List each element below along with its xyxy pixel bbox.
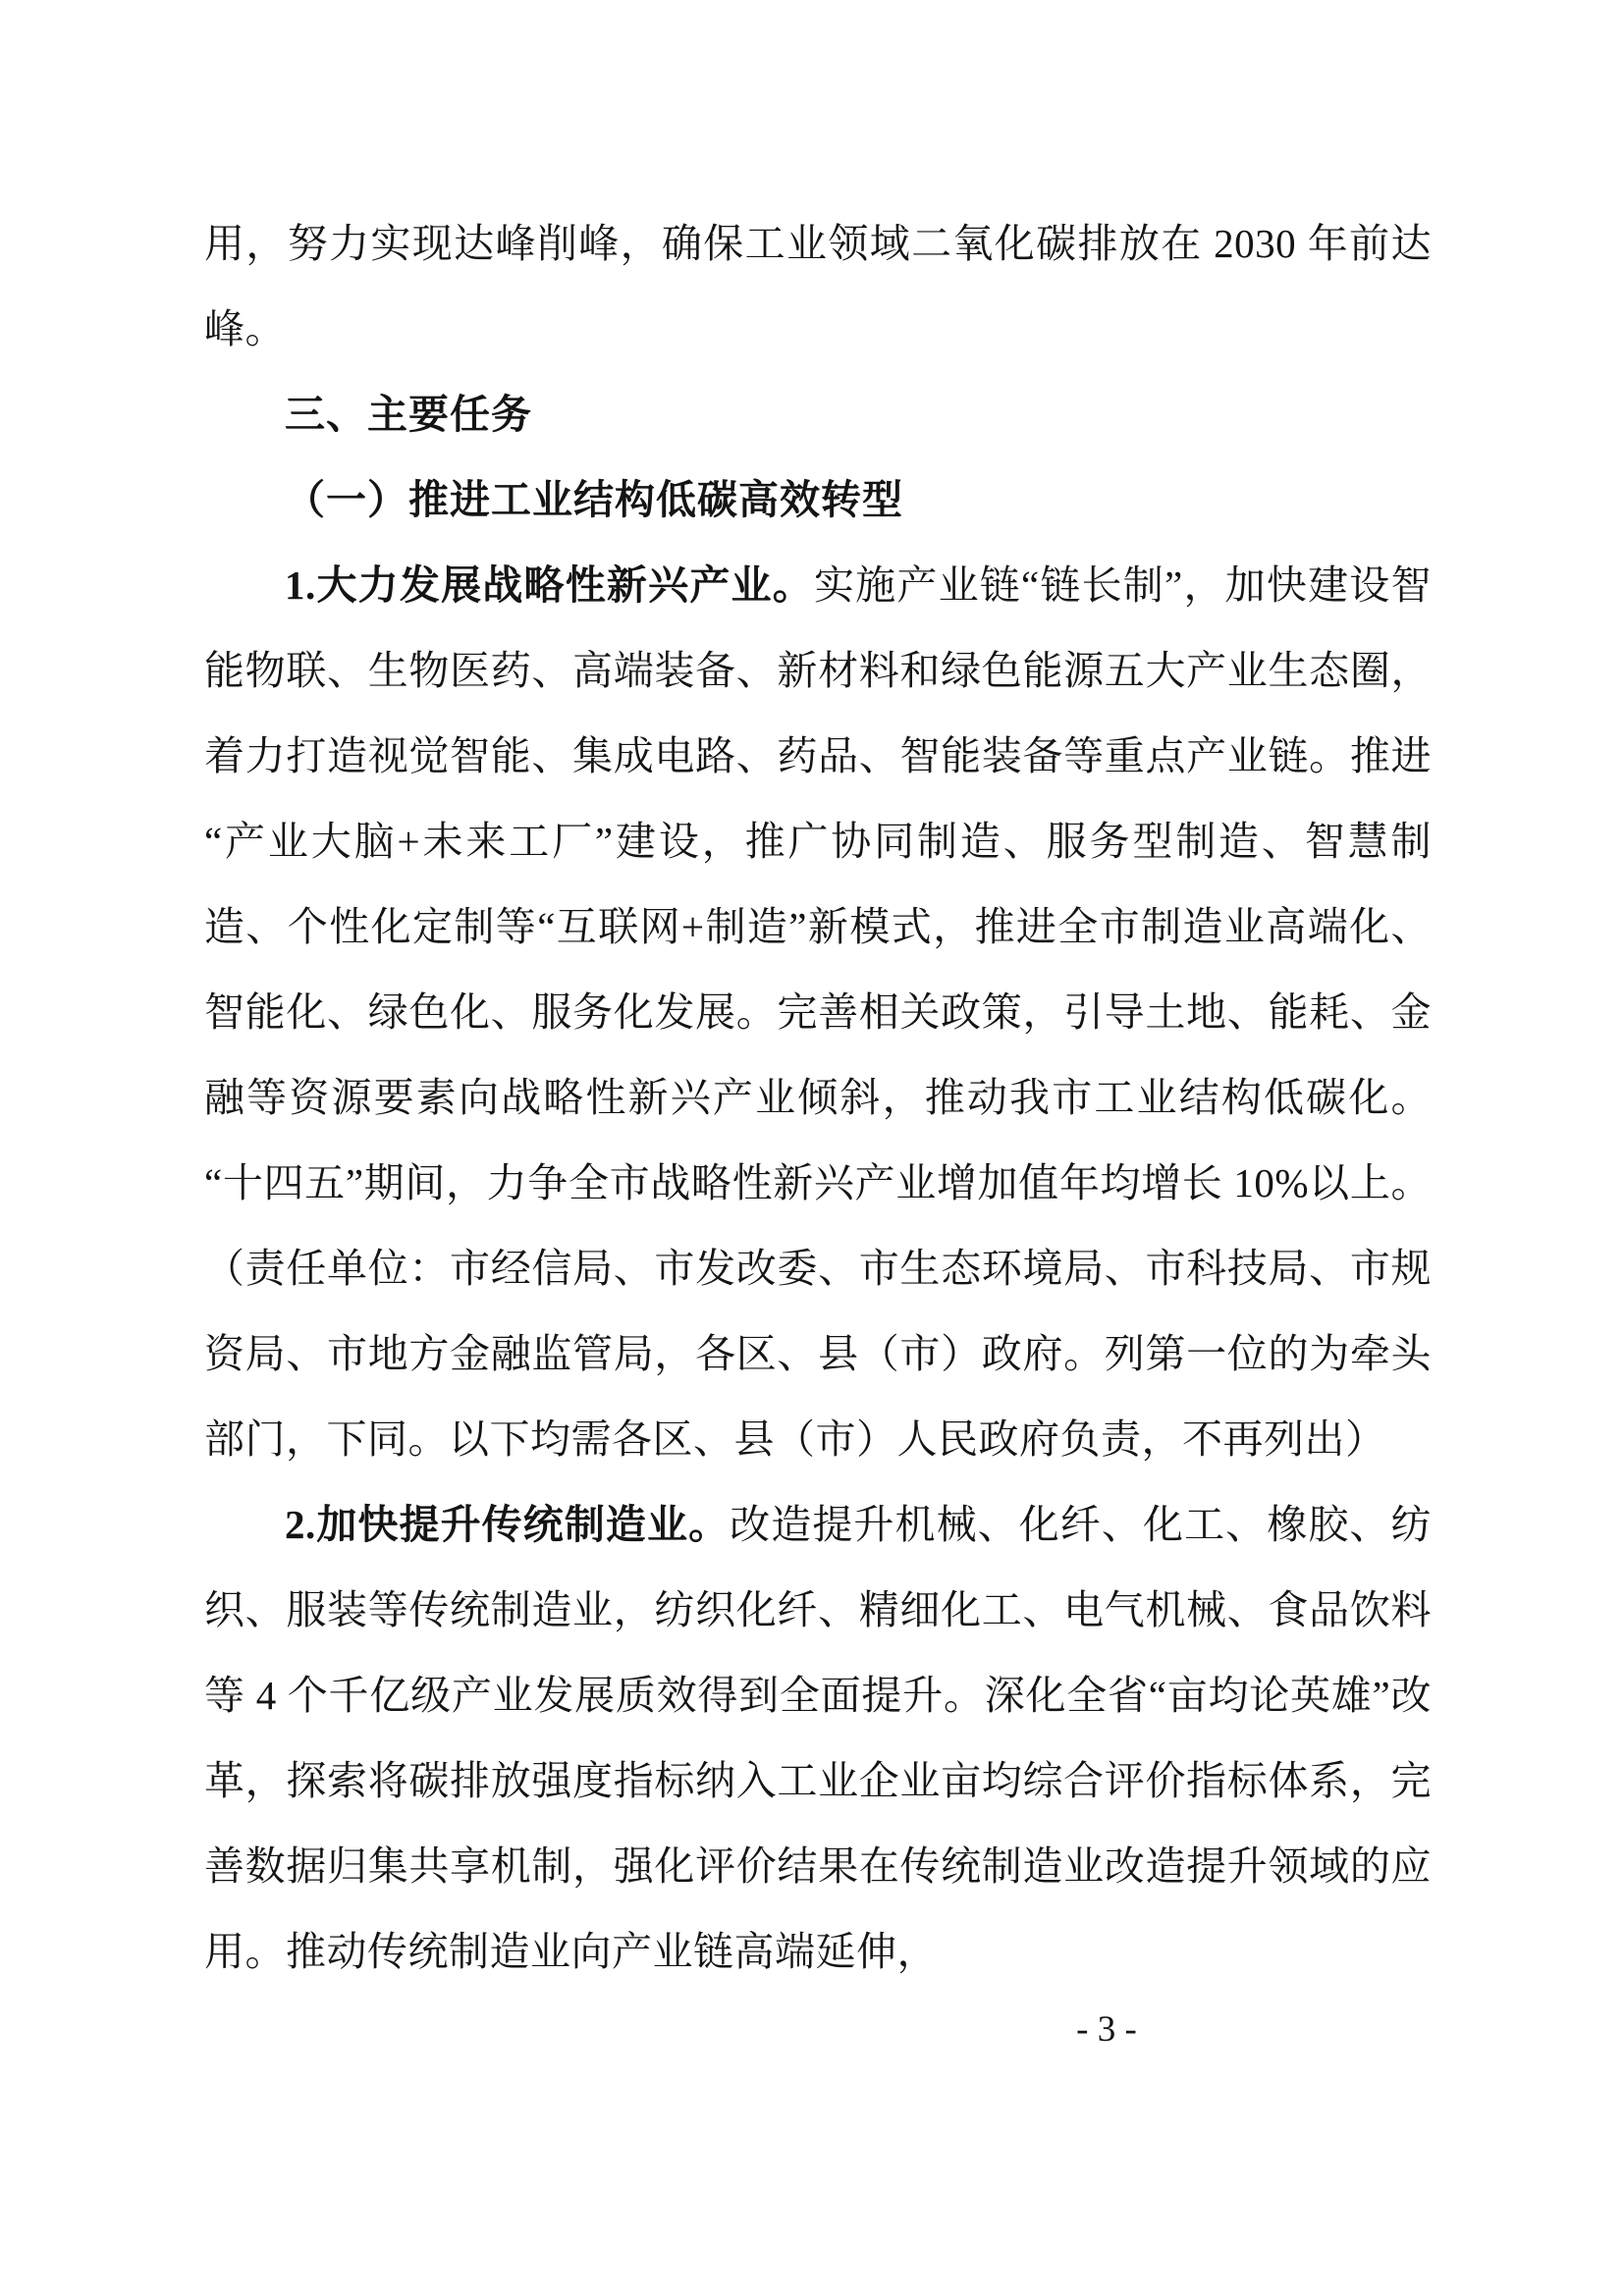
paragraph-item-2 [204,1482,1432,1995]
heading-subsection-one: （一）推进工业结构低碳高效转型 [285,477,903,522]
paragraph-item-2-body: 改造提升机械、化纤、化工、橡胶、纺织、服装等传统制造业，纺织化纤、精细化工、电气机械、食品饮料等 4 个千亿级产业发展质效得到全面提升。深化全省“亩均论英雄”改革，探索将碳排放强度指标纳入工业企业亩均综合评价指标体系，完善数据归集共享机制，强化评价结果在传统制造业改造提升领域的应用。推动传统制造业向产业链高端延伸， [204,1502,1433,1974]
page-body [204,201,1432,1995]
paragraph-item-1 [204,543,1432,1482]
paragraph-item-1-body: 实施产业链“链长制”，加快建设智能物联、生物医药、高端装备、新材料和绿色能源五大产业生态圈，着力打造视觉智能、集成电路、药品、智能装备等重点产业链。推进“产业大脑+未来工厂”建设，推广协同制造、服务型制造、智慧制造、个性化定制等“互联网+制造”新模式，推进全市制造业高端化、智能化、绿色化、服务化发展。完善相关政策，引导土地、能耗、金融等资源要素向战略性新兴产业倾斜，推动我市工业结构低碳化。“十四五”期间，力争全市战略性新兴产业增加值年均增长 10%以上。（责任单位：市经信局、市发改委、市生态环境局、市科技局、市规资局、市地方金融监管局，各区、县（市）政府。列第一位的为牵头部门，下同。以下均需各区、县（市）人民政府负责，不再列出） [204,562,1432,1462]
page-number-footer [0,2008,1624,2051]
paragraph-item-1-lead: 1.大力发展战略性新兴产业。 [285,562,814,608]
paragraph-continuation: 用，努力实现达峰削峰，确保工业领域二氧化碳排放在 2030 年前达峰。 [204,221,1432,351]
paragraph-item-2-lead: 2.加快提升传统制造业。 [285,1502,731,1547]
heading-section-three: 三、主要任务 [285,392,532,437]
page-number: - 3 - [1076,2009,1137,2050]
